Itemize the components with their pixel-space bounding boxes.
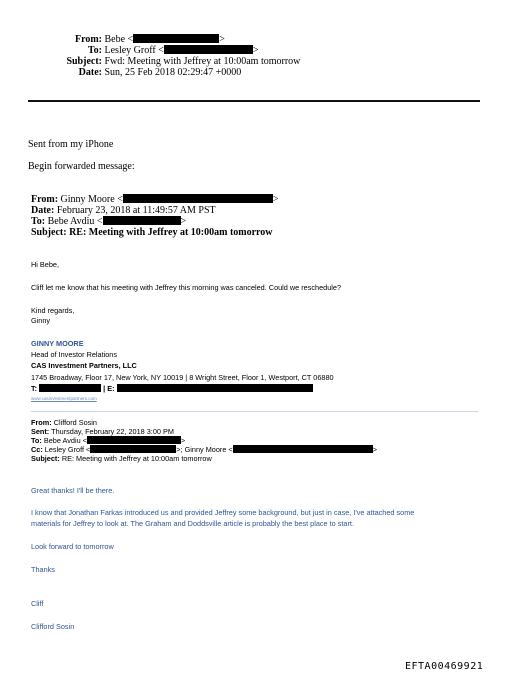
redaction-box [87, 436, 181, 444]
cliff-subject-label: Subject: [31, 454, 60, 463]
top-from-label: From: [74, 34, 102, 45]
cliff-to-label: To: [31, 436, 42, 445]
top-subject-row [28, 56, 300, 67]
document-id: EFTA00469921 [405, 661, 484, 672]
top-subject-label: Subject: [66, 56, 102, 67]
cliff-sign-short: Cliff [31, 599, 44, 608]
header-divider [28, 100, 480, 102]
fwd-from-close: > [272, 194, 279, 205]
redaction-box [103, 216, 181, 225]
fwd-subject-value: RE: Meeting with Jeffrey at 10:00am tomorrow [69, 226, 273, 238]
top-date-label: Date: [78, 67, 102, 78]
forwarded-header [31, 194, 278, 238]
top-to-row [28, 45, 300, 56]
cliff-from-label: From: [31, 418, 52, 427]
clifford-header [31, 418, 377, 463]
cliff-to-row [31, 436, 377, 445]
signature-title: Head of Investor Relations [31, 350, 117, 359]
cliff-from-row [31, 418, 377, 427]
cliff-to-close: > [180, 436, 186, 445]
redaction-box [117, 384, 313, 392]
signature-company: CAS Investment Partners, LLC [31, 361, 137, 370]
fwd-subject-row [31, 228, 278, 239]
ginny-name: Ginny [31, 316, 51, 325]
fwd-to-label: To: [31, 216, 46, 227]
cliff-para-line-2: materials for Jeffrey to look at. The Graham and Doddsville article is probably the best place to start. [31, 519, 354, 528]
signature-name: GINNY MOORE [31, 339, 84, 348]
fwd-date-value: February 23, 2018 at 11:49:57 AM PST [56, 204, 216, 216]
top-header [28, 34, 300, 78]
begin-forwarded-text: Begin forwarded message: [28, 161, 135, 172]
signature-address: 1745 Broadway, Floor 17, New York, NY 10019 | 8 Wright Street, Floor 1, Westport, CT 06880 [31, 373, 334, 382]
top-to-close: > [252, 45, 259, 56]
fwd-date-row [31, 206, 278, 217]
ginny-body: Cliff let me know that his meeting with Jeffrey this morning was canceled. Could we reschedule? [31, 283, 342, 292]
cliff-subject-row [31, 454, 377, 463]
cliff-sent-row [31, 427, 377, 436]
redaction-box [123, 194, 273, 203]
cliff-cc-row [31, 445, 377, 454]
cliff-to-value: Bebe Avdiu < [43, 436, 87, 445]
top-to-label: To: [87, 45, 102, 56]
cliff-look-forward: Look forward to tomorrow [31, 542, 114, 551]
fwd-date-label: Date: [31, 204, 55, 216]
top-from-row [28, 34, 300, 45]
cliff-cc-label: Cc: [31, 445, 43, 454]
redaction-box [39, 384, 101, 392]
fwd-from-label: From: [31, 194, 59, 205]
top-from-value: Bebe < [104, 34, 134, 45]
cliff-thanks: Thanks [31, 565, 55, 574]
top-from-close: > [219, 34, 225, 45]
sent-from-text: Sent from my iPhone [28, 139, 114, 150]
ginny-greeting: Hi Bebe, [31, 260, 59, 269]
cliff-sent-value: Thursday, February 22, 2018 3:00 PM [51, 427, 174, 436]
cliff-subject-value: RE: Meeting with Jeffrey at 10:00am tomorrow [61, 454, 212, 463]
cliff-cc-value-1: Lesley Groff < [44, 445, 91, 454]
redaction-box [233, 445, 373, 453]
signature-contact-row [31, 384, 313, 393]
fwd-subject-label: Subject: [31, 226, 67, 238]
top-subject-value: Fwd: Meeting with Jeffrey at 10:00am tomorrow [104, 56, 301, 67]
fwd-to-value: Bebe Avdiu < [47, 216, 103, 227]
redaction-box [164, 45, 253, 54]
fwd-to-close: > [180, 216, 187, 227]
fwd-from-value: Ginny Moore < [60, 194, 123, 205]
message-separator [31, 411, 478, 412]
cliff-para-line-1: I know that Jonathan Farkas introduced us and provided Jeffrey some background, but just in case, I've attached some [31, 508, 415, 517]
redaction-box [90, 445, 176, 453]
cliff-cc-close: > [372, 445, 377, 454]
top-date-value: Sun, 25 Feb 2018 02:29:47 +0000 [104, 67, 242, 78]
email-label: | E: [103, 384, 115, 393]
redaction-box [133, 34, 219, 43]
top-to-value: Lesley Groff < [104, 45, 164, 56]
cliff-cc-mid: >; Ginny Moore < [176, 445, 233, 454]
website-link[interactable]: www.casinvestmentpartners.com [31, 396, 97, 401]
ginny-closing: Kind regards, [31, 306, 75, 315]
cliff-sent-label: Sent: [31, 427, 50, 436]
cliff-line-thanks: Great thanks! I'll be there. [31, 486, 115, 495]
phone-label: T: [31, 384, 38, 393]
top-date-row [28, 67, 300, 78]
cliff-sign-full: Clifford Sosin [31, 622, 75, 631]
cliff-from-value: Clifford Sosin [53, 418, 97, 427]
